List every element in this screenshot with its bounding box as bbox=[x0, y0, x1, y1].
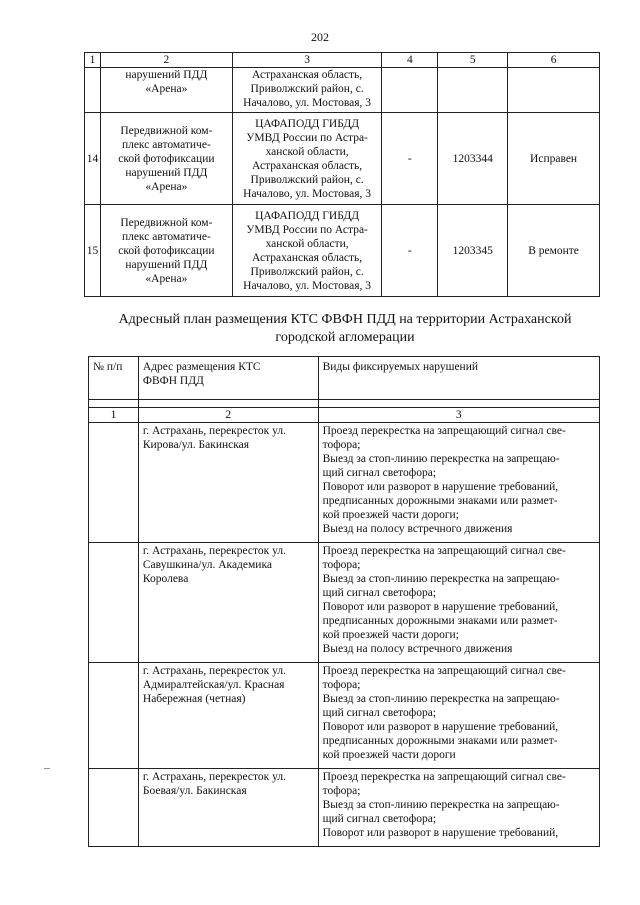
column-number: 2 bbox=[100, 53, 232, 68]
header-violations: Виды фиксируемых нарушений bbox=[318, 357, 599, 400]
column-number: 3 bbox=[318, 408, 599, 423]
violation-list bbox=[318, 663, 599, 769]
page-number: 202 bbox=[311, 30, 329, 44]
table-row bbox=[89, 543, 600, 663]
scan-mark bbox=[44, 768, 50, 769]
device-status bbox=[508, 68, 600, 113]
column-number-row bbox=[89, 408, 600, 423]
cell-col4 bbox=[382, 68, 438, 113]
table-row bbox=[89, 423, 600, 543]
device-name: Передвижной ком- плекс автоматиче- ской фотофиксации нарушений ПДД «Арена» bbox=[100, 113, 232, 205]
violation-item: Выезд за стоп-линию перекрестка на запрещаю- щий сигнал светофора; bbox=[322, 453, 560, 479]
device-status: В ремонте bbox=[508, 205, 600, 297]
device-owner: ЦАФАПОДД ГИБДД УМВД России по Астра- ханской области, Астраханская область, Приволжский район, с. Началово, ул. Мостовая, 3 bbox=[232, 205, 382, 297]
table-row bbox=[85, 113, 600, 205]
violation-list bbox=[318, 423, 599, 543]
serial-number: 1203345 bbox=[438, 205, 508, 297]
row-number bbox=[89, 543, 139, 663]
violation-item: Выезд за стоп-линию перекрестка на запрещаю- щий сигнал светофора; bbox=[322, 799, 560, 825]
serial-number: 1203344 bbox=[438, 113, 508, 205]
column-number: 5 bbox=[438, 53, 508, 68]
violation-item: Проезд перекрестка на запрещающий сигнал све- тофора; bbox=[322, 665, 566, 691]
column-number: 2 bbox=[138, 408, 318, 423]
column-number: 1 bbox=[85, 53, 101, 68]
column-number: 3 bbox=[232, 53, 382, 68]
serial-number bbox=[438, 68, 508, 113]
violation-item: Поворот или разворот в нарушение требований, предписанных дорожными знаками или размет- кой проезжей части дороги; bbox=[322, 481, 559, 521]
violation-item: Выезд за стоп-линию перекрестка на запрещаю- щий сигнал светофора; bbox=[322, 693, 560, 719]
table-row bbox=[89, 769, 600, 847]
cell-col4: - bbox=[382, 113, 438, 205]
violation-item: Проезд перекрестка на запрещающий сигнал све- тофора; bbox=[322, 771, 566, 797]
violation-item: Поворот или разворот в нарушение требований, предписанных дорожными знаками или размет- кой проезжей части дороги; bbox=[322, 601, 559, 641]
column-number: 6 bbox=[508, 53, 600, 68]
table-row bbox=[85, 68, 600, 113]
violation-item: Проезд перекрестка на запрещающий сигнал све- тофора; bbox=[322, 425, 566, 451]
device-status: Исправен bbox=[508, 113, 600, 205]
spacer-row bbox=[89, 400, 600, 408]
violation-item: Поворот или разворот в нарушение требований, bbox=[322, 827, 559, 839]
column-number: 4 bbox=[382, 53, 438, 68]
device-owner: Астраханская область, Приволжский район, с. Началово, ул. Мостовая, 3 bbox=[232, 68, 382, 113]
violation-item: Выезд на полосу встречного движения bbox=[322, 523, 513, 535]
column-number: 1 bbox=[89, 408, 139, 423]
camera-address: г. Астрахань, перекресток ул. Адмиралтейская/ул. Красная Набережная (четная) bbox=[138, 663, 318, 769]
camera-address: г. Астрахань, перекресток ул. Савушкина/ул. Академика Королева bbox=[138, 543, 318, 663]
header-row bbox=[89, 357, 600, 400]
violation-item: Проезд перекрестка на запрещающий сигнал све- тофора; bbox=[322, 545, 566, 571]
violation-item: Поворот или разворот в нарушение требований, предписанных дорожными знаками или размет- кой проезжей части дороги bbox=[322, 721, 559, 761]
violation-list bbox=[318, 543, 599, 663]
violation-item: Выезд за стоп-линию перекрестка на запрещаю- щий сигнал светофора; bbox=[322, 573, 560, 599]
row-number bbox=[89, 423, 139, 543]
camera-address: г. Астрахань, перекресток ул. Боевая/ул. Бакинская bbox=[138, 769, 318, 847]
camera-address: г. Астрахань, перекресток ул. Кирова/ул. Бакинская bbox=[138, 423, 318, 543]
row-number: 14 bbox=[85, 113, 101, 205]
address-plan-table bbox=[88, 356, 600, 847]
table-row bbox=[85, 205, 600, 297]
cell-col4: - bbox=[382, 205, 438, 297]
row-number: 15 bbox=[85, 205, 101, 297]
device-name: Передвижной ком- плекс автоматиче- ской фотофиксации нарушений ПДД «Арена» bbox=[100, 205, 232, 297]
table-row bbox=[89, 663, 600, 769]
section-title: Адресный план размещения КТС ФВФН ПДД на территории Астраханской городской агломерации bbox=[118, 312, 572, 345]
header-address: Адрес размещения КТС ФВФН ПДД bbox=[138, 357, 318, 400]
row-number bbox=[85, 68, 101, 113]
device-name: нарушений ПДД «Арена» bbox=[100, 68, 232, 113]
device-owner: ЦАФАПОДД ГИБДД УМВД России по Астра- ханской области, Астраханская область, Приволжский район, с. Началово, ул. Мостовая, 3 bbox=[232, 113, 382, 205]
violation-list bbox=[318, 769, 599, 847]
row-number bbox=[89, 769, 139, 847]
header-number: № п/п bbox=[89, 357, 139, 400]
violation-item: Выезд на полосу встречного движения bbox=[322, 643, 513, 655]
column-number-row bbox=[85, 53, 600, 68]
row-number bbox=[89, 663, 139, 769]
equipment-table bbox=[84, 52, 600, 297]
